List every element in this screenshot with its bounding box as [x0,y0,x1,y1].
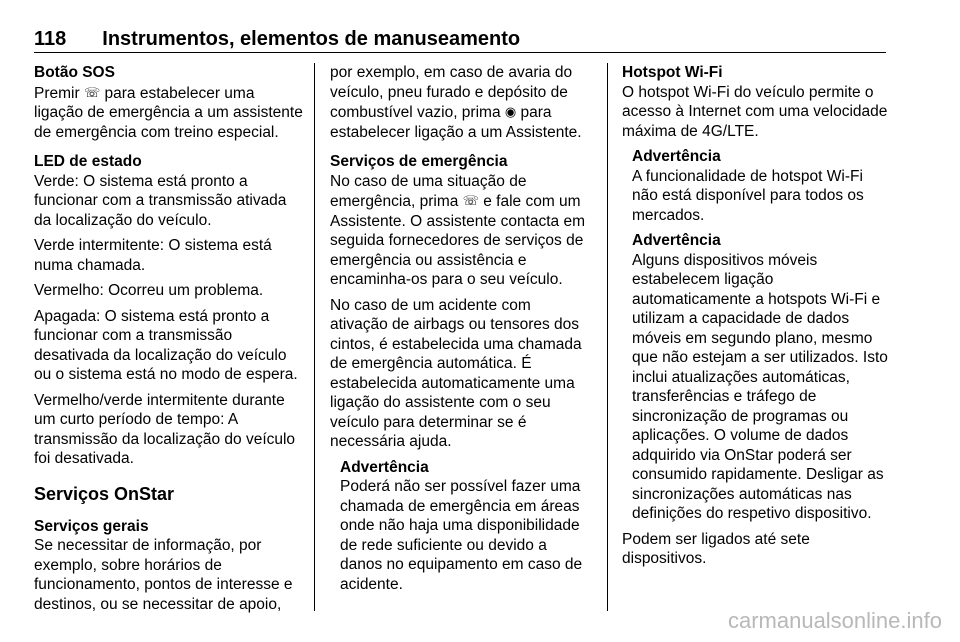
sos-title: Botão SOS [34,64,115,81]
watermark: carmanualsonline.info [727,608,942,633]
warning-note [340,458,592,595]
led-red: Vermelho: Ocorreu um problema. [34,282,264,299]
led-green-blink: Verde intermitente: O sistema está numa chamada. [34,237,272,274]
column-divider-1 [314,63,315,611]
sos-phone-icon: ☏ [462,193,479,208]
general-text: Se necessitar de informação, por exemplo, sobre horários de funcionamento, pontos de interesse e destinos, ou se necessitar de apoio, [34,537,293,613]
warning-text: Poderá não ser possível fazer uma chamada de emergência em áreas onde não haja uma disponibilidade de rede suficiente ou devido a danos no equipamento em caso de acidente. [340,478,583,593]
column-3 [622,63,892,575]
onstar-button-icon: ◉ [504,104,517,119]
continuation-text: por exemplo, em caso de avaria do veículo, pneu furado e depósito de combustível vazio, prima ◉ para estabelecer ligação a um Assistente. [330,64,582,141]
devices-text: Podem ser ligados até sete dispositivos. [622,530,810,567]
column-2 [330,63,592,600]
page-title: Instrumentos, elementos de manuseamento [102,28,521,50]
general-title: Serviços gerais [34,517,149,535]
warning-note-1 [632,147,892,225]
warning-note-2 [632,231,892,524]
hotspot-title: Hotspot Wi-Fi [622,64,723,81]
warning2-text: Alguns dispositivos móveis estabelecem ligação automaticamente a hotspots Wi-Fi e utilizam a capacidade de dados móveis em segundo plano, mesmo que não estejam a ser utilizados. Isto inclui atualizações automáticas, transferências e tráfego de sincronização de programas ou aplicações. O volume de dados adquirido via OnStar poderá ser consumido rapidamente. Desligar as sincronizações automáticas nas definições do respetivo dispositivo. [632,251,888,522]
sos-section [34,63,304,142]
hotspot-text: O hotspot Wi-Fi do veículo permite o acesso à Internet com uma velocidade máxima de 4G/LTE. [622,83,888,140]
header-rule [34,52,886,53]
led-title: LED de estado [34,153,142,170]
services-title: Serviços OnStar [34,483,175,504]
led-off: Apagada: O sistema está pronto a funcionar com a transmissão desativada da localização do veículo ou o sistema está no modo de espera. [34,307,298,383]
warning-title: Advertência [340,458,429,476]
sos-text: Premir ☏ para estabelecer uma ligação de emergência a um assistente de emergência com treino especial. [34,84,303,141]
sos-phone-icon: ☏ [83,84,101,100]
warning2-title: Advertência [632,232,721,249]
column-divider-2 [607,63,608,611]
warning1-text: A funcionalidade de hotspot Wi-Fi não está disponível para todos os mercados. [632,167,864,224]
led-section [34,152,304,469]
emergency-title: Serviços de emergência [330,153,508,170]
accident-text: No caso de um acidente com ativação de airbags ou tensores dos cintos, é estabelecida uma chamada de emergência automática. É estabelecida automaticamente uma ligação do assistente com o seu veículo para determinar se é necessária ajuda. [330,296,582,450]
led-redgreen: Vermelho/verde intermitente durante um curto período de tempo: A transmissão da localização do veículo foi desativada. [34,391,296,467]
column-1 [34,63,304,614]
page-header [34,26,886,52]
warning1-title: Advertência [632,148,721,165]
led-green: Verde: O sistema está pronto a funcionar com a transmissão ativada da localização do veículo. [34,172,287,229]
emergency-text: No caso de uma situação de emergência, prima ☏ e fale com um Assistente. O assistente contacta em seguida fornecedores de serviços de emergência ou assistência e encaminha-os para o seu veículo. [330,172,586,288]
page-number: 118 [34,28,67,50]
